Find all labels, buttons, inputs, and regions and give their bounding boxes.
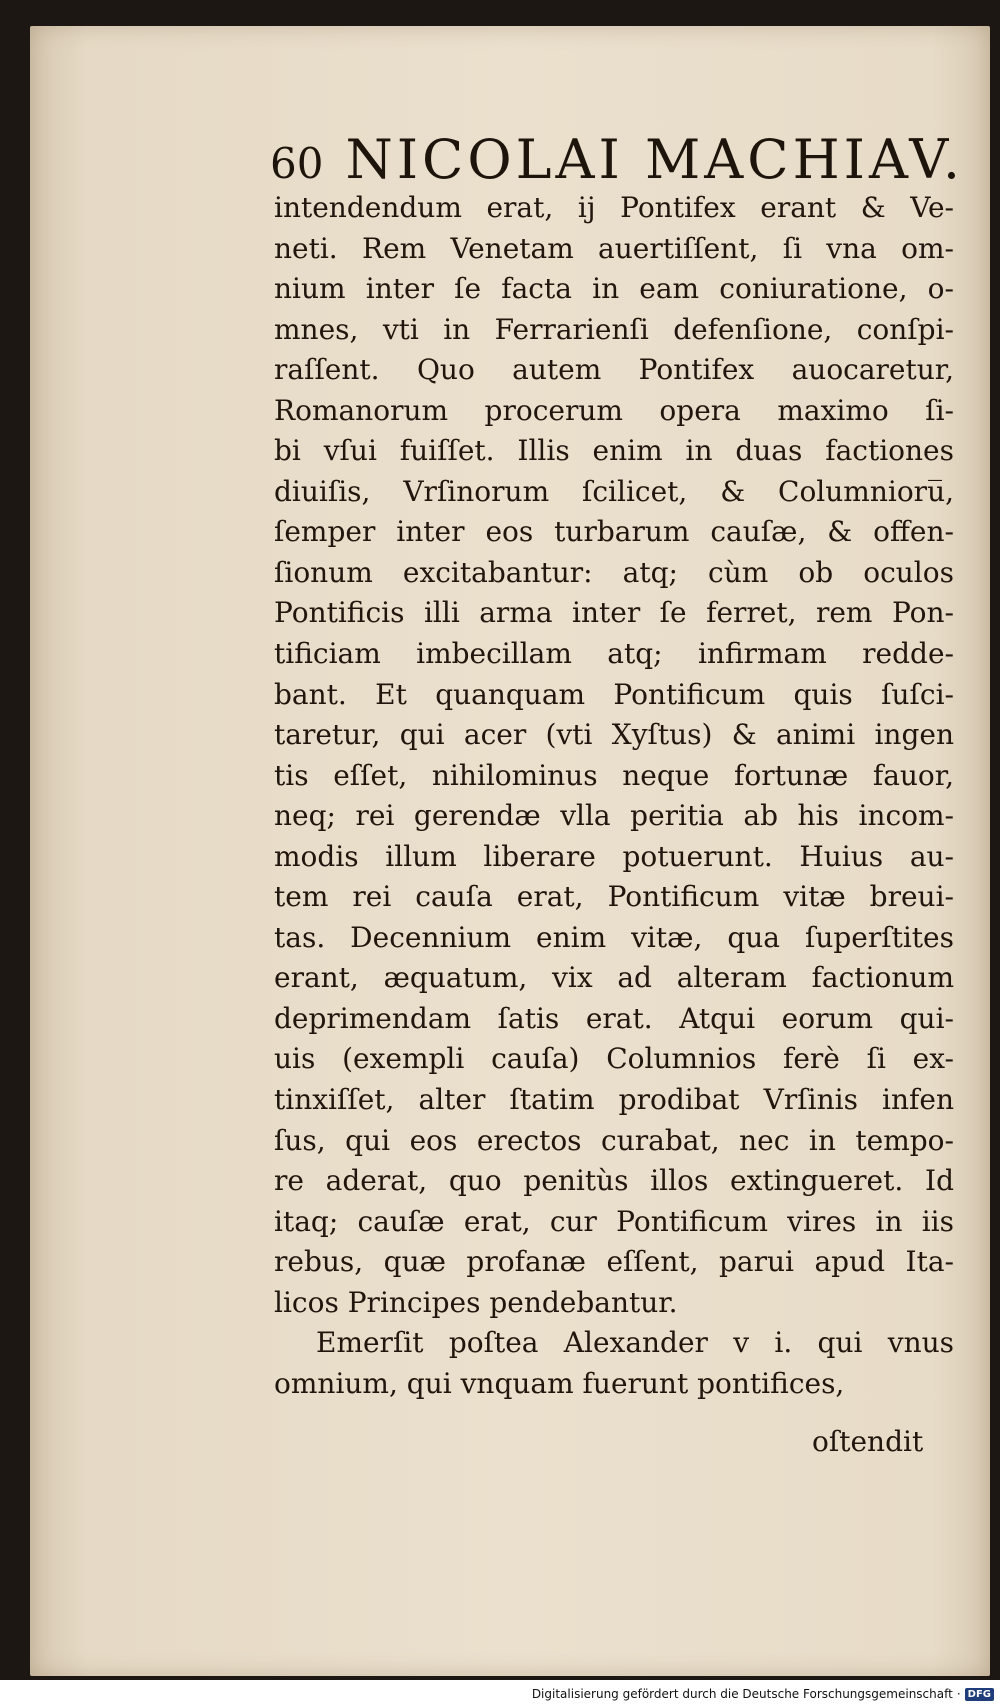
text-line: tificiam imbecillam atq; infirmam redde- [274,637,954,671]
text-line: licos Principes pendebantur. [274,1285,678,1319]
text-line: Romanorum procerum opera maximo ſi- [274,393,954,427]
text-line: neti. Rem Venetam auertiſſent, ſi vna om- [274,231,954,265]
text-line: tas. Decennium enim vitæ, qua ſuperſtites [274,920,954,954]
funding-credit: Digitalisierung gefördert durch die Deutsche Forschungsgemeinschaft [531,1687,953,1701]
text-line: nium inter ſe facta in eam coniuratione, o- [274,272,954,306]
text-line: raſſent. Quo autem Pontifex auocaretur, [274,353,954,387]
text-line: bi vſui fuiſſet. Illis enim in duas factiones [274,434,954,468]
text-line: deprimendam ſatis erat. Atqui eorum qui- [274,1001,954,1035]
text-line: tem rei cauſa erat, Pontificum vitæ breui- [274,880,954,914]
dfg-logo: DFG [965,1688,994,1701]
text-line: tis eſſet, nihilominus neque fortunæ fauor, [274,758,954,792]
text-line: taretur, qui acer (vti Xyſtus) & animi ingen [274,718,954,752]
text-line: rebus, quæ profanæ eſſent, parui apud Ita- [274,1245,954,1279]
text-line: uis (exempli cauſa) Columnios ferè ſi ex- [274,1042,954,1076]
text-line: itaq; cauſæ erat, cur Pontificum vires in iis [274,1204,954,1238]
running-head [270,128,964,191]
text-line: erant, æquatum, vix ad alteram factionum [274,961,954,995]
text-line: intendendum erat, ij Pontifex erant & Ve- [274,191,954,224]
text-line: ſemper inter eos turbarum cauſæ, & offen- [274,515,954,549]
text-line: ſus, qui eos erectos curabat, nec in tempo- [274,1123,954,1157]
text-line: modis illum liberare potuerunt. Huius au- [274,839,954,873]
text-line: mnes, vti in Ferrarienſi defenſione, conſpi- [274,312,954,346]
text-line: neq; rei gerendæ vlla peritia ab his incom- [274,799,954,833]
text-line: ſionum excitabantur: atq; cùm ob oculos [274,555,954,589]
body-text [274,188,954,1404]
text-line: tinxiſſet, alter ſtatim prodibat Vrſinis infen [274,1083,954,1117]
text-line: omnium, qui vnquam fuerunt pontifices, [274,1366,845,1400]
text-line: Emerſit poſtea Alexander v i. qui vnus [316,1326,954,1360]
digitization-footer: Digitalisierung gefördert durch die Deutsche Forschungsgemeinschaft · DFG [532,1687,994,1701]
text-line: bant. Et quanquam Pontificum quis ſuſci- [274,677,954,711]
text-line: re aderat, quo penitùs illos extingueret. Id [274,1164,954,1198]
text-line: diuiſis, Vrſinorum ſcilicet, & Columnioru̅, [274,474,954,508]
page-number: 60 [270,139,324,188]
running-title: NICOLAI MACHIAV. [345,128,965,191]
text-line: Pontificis illi arma inter ſe ferret, rem Pon- [274,596,954,630]
catchword: oſtendit [812,1425,924,1458]
